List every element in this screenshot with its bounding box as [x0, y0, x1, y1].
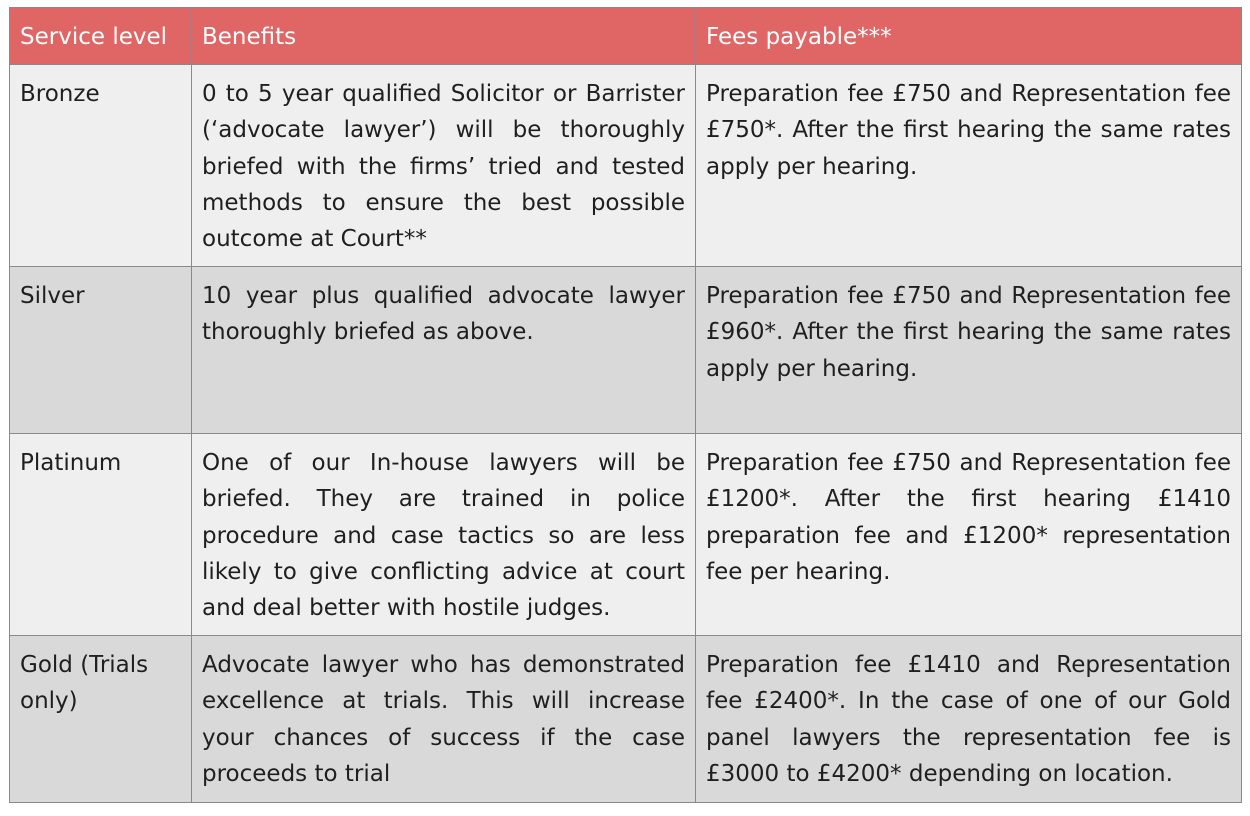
cell-benefits: One of our In-house lawyers will be briefed. They are trained in police procedure and case tactics so are less likely to give conflicting advice at court and deal better with hostile judges. [192, 434, 696, 636]
cell-service-level: Bronze [10, 65, 192, 267]
cell-benefits: 10 year plus qualified advocate lawyer thoroughly briefed as above. [192, 267, 696, 434]
header-benefits: Benefits [192, 8, 696, 65]
cell-fees: Preparation fee £1410 and Representation fee £2400*. In the case of one of our Gold panel lawyers the representation fee is £3000 to £4200* depending on location. [696, 636, 1242, 803]
table-row-platinum [10, 434, 1242, 636]
cell-fees: Preparation fee £750 and Representation fee £960*. After the first hearing the same rates apply per hearing. [696, 267, 1242, 434]
cell-service-level: Gold (Trials only) [10, 636, 192, 803]
header-service-level: Service level [10, 8, 192, 65]
service-level-table-container [9, 7, 1241, 803]
table-row-gold [10, 636, 1242, 803]
table-header-row [10, 8, 1242, 65]
table-row-silver [10, 267, 1242, 434]
table-row-bronze [10, 65, 1242, 267]
cell-service-level: Platinum [10, 434, 192, 636]
cell-benefits: Advocate lawyer who has demonstrated excellence at trials. This will increase your chances of success if the case proceeds to trial [192, 636, 696, 803]
header-fees-payable: Fees payable*** [696, 8, 1242, 65]
cell-service-level: Silver [10, 267, 192, 434]
cell-fees: Preparation fee £750 and Representation fee £1200*. After the first hearing £1410 preparation fee and £1200* representation fee per hearing. [696, 434, 1242, 636]
cell-fees: Preparation fee £750 and Representation fee £750*. After the first hearing the same rates apply per hearing. [696, 65, 1242, 267]
service-level-table [9, 7, 1242, 803]
cell-benefits: 0 to 5 year qualified Solicitor or Barrister (‘advocate lawyer’) will be thoroughly briefed with the firms’ tried and tested methods to ensure the best possible outcome at Court** [192, 65, 696, 267]
